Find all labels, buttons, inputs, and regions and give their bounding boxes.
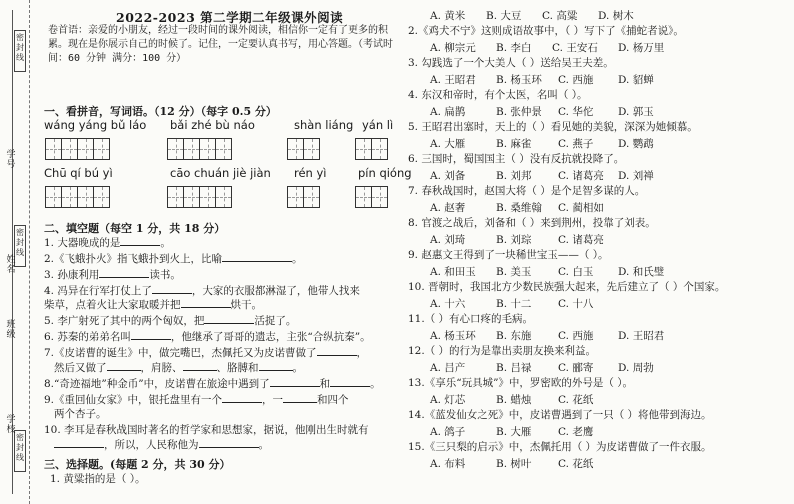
- pinyin-3: shàn liáng: [294, 118, 354, 132]
- q8-option-a[interactable]: A. 刘琦: [430, 234, 466, 246]
- choice-question-9: 9. 赵惠文王得到了一块稀世宝玉——（ ）。: [408, 249, 609, 261]
- answer-blank[interactable]: [152, 284, 192, 294]
- fill-item-9: 9.《重回仙女家》中，银托盘里有一个 ，一 和四个: [44, 394, 349, 406]
- answer-blank[interactable]: [99, 268, 149, 278]
- q4-option-a[interactable]: A. 扁鹊: [430, 106, 466, 118]
- fill-item-9b: 两个杏子。: [54, 408, 107, 420]
- answer-blank[interactable]: [199, 438, 259, 448]
- choice-question-14: 14.《蓝发仙女之死》中，皮诺曹遇到了一只（ ）将他带到海边。: [408, 409, 712, 421]
- q12-option-b[interactable]: B. 吕禄: [496, 362, 532, 374]
- fill-item-4: 4. 冯异在行军打仗上了 ，大家的衣服都淋湿了，他带人找来: [44, 285, 360, 297]
- q6-option-a[interactable]: A. 刘备: [430, 170, 466, 182]
- section-2-title: 二、填空题（每空 1 分，共 18 分）: [44, 222, 226, 235]
- q4-option-d[interactable]: D. 郭玉: [618, 106, 654, 118]
- q4-option-b[interactable]: B. 张仲景: [496, 106, 542, 118]
- fill-item-10: 10. 李耳是春秋战国时著名的哲学家和思想家，据说，他刚出生时就有: [44, 424, 369, 436]
- q14-option-b[interactable]: B. 大雁: [496, 426, 532, 438]
- q1-option-a[interactable]: A. 黄米: [430, 10, 466, 22]
- choice-question-10: 10. 晋朝时，我国北方少数民族强大起来，先后建立了（ ）个国家。: [408, 281, 726, 293]
- answer-blank[interactable]: [107, 361, 141, 371]
- answer-blank[interactable]: [259, 361, 293, 371]
- q7-option-a[interactable]: A. 赵奢: [430, 202, 466, 214]
- q7-option-c[interactable]: C. 蔺相如: [558, 202, 604, 214]
- answer-grid[interactable]: [168, 138, 232, 160]
- answer-blank[interactable]: [330, 377, 370, 387]
- q11-option-b[interactable]: B. 东施: [496, 330, 532, 342]
- q1-option-c[interactable]: C. 高粱: [542, 10, 578, 22]
- answer-blank[interactable]: [270, 377, 320, 387]
- q13-option-a[interactable]: A. 灯芯: [430, 394, 466, 406]
- choice-question-11: 11.（ ）有心口疼的毛病。: [408, 313, 534, 325]
- seal-box: 密封线: [14, 430, 26, 472]
- intro-text: 卷首语：亲爱的小朋友，经过一段时间的课外阅读，相信你一定有了更多的积累。现在是你展示自己的时候了。记住，一定要认真书写，用心答题。（考试时间：60 分钟 满分：100 分）: [48, 25, 393, 64]
- q12-option-a[interactable]: A. 吕产: [430, 362, 466, 374]
- q3-option-b[interactable]: B. 杨玉环: [496, 74, 542, 86]
- fill-item-5: 5. 李广射死了其中的两个匈奴，把 活捉了。: [44, 315, 297, 327]
- q14-option-a[interactable]: A. 鸽子: [430, 426, 466, 438]
- q11-option-d[interactable]: D. 王昭君: [618, 330, 665, 342]
- fill-item-8: 8.“奇迹福地”种金币”中，皮诺曹在旅途中遇到了 和 。: [44, 378, 381, 390]
- choice-question-6: 6. 三国时，蜀国国主（ ）没有反抗就投降了。: [408, 153, 625, 165]
- q9-option-a[interactable]: A. 和田玉: [430, 266, 476, 278]
- answer-grid[interactable]: [288, 186, 320, 208]
- answer-blank[interactable]: [181, 298, 231, 308]
- answer-blank[interactable]: [204, 314, 254, 324]
- choice-question-1: 1. 黄粱指的是（ ）。: [50, 473, 146, 485]
- q6-option-d[interactable]: D. 刘禅: [618, 170, 654, 182]
- q10-option-a[interactable]: A. 十六: [430, 298, 466, 310]
- fill-item-4b: 柴草，点着火让大家取暖并把 烘干。: [44, 299, 262, 311]
- field-label-name: 姓名: [6, 255, 16, 275]
- q7-option-b[interactable]: B. 桑维翰: [496, 202, 542, 214]
- seal-box: 密封线: [14, 30, 26, 72]
- choice-question-8: 8. 官渡之战后，刘备和（ ）来到荆州，投靠了刘表。: [408, 217, 656, 229]
- choice-question-7: 7. 春秋战国时，赵国大将（ ）是个足智多谋的人。: [408, 185, 646, 197]
- q6-option-c[interactable]: C. 诸葛亮: [558, 170, 604, 182]
- answer-grid[interactable]: [168, 186, 232, 208]
- fill-item-2: 2.《飞蛾扑火》指飞蛾扑到火上，比喻 。: [44, 253, 303, 265]
- q15-option-c[interactable]: C. 花纸: [558, 458, 594, 470]
- answer-grid[interactable]: [356, 138, 388, 160]
- answer-blank[interactable]: [183, 361, 217, 371]
- q8-option-c[interactable]: C. 诸葛亮: [558, 234, 604, 246]
- answer-grid[interactable]: [288, 138, 320, 160]
- binding-strip: [0, 0, 30, 504]
- fill-item-3: 3. 孙康利用 读书。: [44, 269, 181, 281]
- q3-option-a[interactable]: A. 王昭君: [430, 74, 476, 86]
- fill-item-7b: 然后又做了 ，肩膀、 、胳膊和 。: [54, 362, 303, 374]
- q4-option-c[interactable]: C. 华佗: [558, 106, 594, 118]
- q2-option-c[interactable]: C. 王安石: [552, 42, 598, 54]
- q8-option-b[interactable]: B. 刘琮: [496, 234, 532, 246]
- q10-option-c[interactable]: C. 十八: [558, 298, 594, 310]
- q14-option-c[interactable]: C. 老鹰: [558, 426, 594, 438]
- q9-option-c[interactable]: C. 白玉: [558, 266, 594, 278]
- fill-item-6: 6. 苏秦的弟弟名叫 ，他继承了哥哥的遗志，主张“合纵抗秦”。: [44, 331, 371, 343]
- answer-blank[interactable]: [131, 330, 171, 340]
- right-column: [408, 0, 794, 504]
- field-label-class: 班级: [6, 320, 16, 340]
- q12-option-d[interactable]: D. 周勃: [618, 362, 654, 374]
- q12-option-c[interactable]: C. 郦寄: [558, 362, 594, 374]
- seal-box: 密封线: [14, 225, 26, 267]
- choice-question-2: 2.《鸡犬不宁》这则成语故事中，（ ）写下了《捕蛇者说》。: [408, 25, 684, 37]
- section-1-title: 一、看拼音，写词语。（12 分）（每字 0.5 分）: [44, 105, 277, 118]
- q13-option-c[interactable]: C. 花纸: [558, 394, 594, 406]
- q9-option-b[interactable]: B. 美玉: [496, 266, 532, 278]
- fill-item-1: 1. 大器晚成的是 。: [44, 237, 171, 249]
- answer-blank[interactable]: [283, 393, 317, 403]
- q2-option-a[interactable]: A. 柳宗元: [430, 42, 476, 54]
- answer-grid[interactable]: [46, 186, 110, 208]
- q1-option-b[interactable]: B. 大豆: [486, 10, 522, 22]
- q3-option-c[interactable]: C. 西施: [558, 74, 594, 86]
- choice-question-5: 5. 王昭君出塞时，天上的（ ）看见她的美貌，深深为她倾慕。: [408, 121, 698, 133]
- answer-blank[interactable]: [222, 252, 292, 262]
- answer-grid[interactable]: [356, 186, 388, 208]
- q5-option-c[interactable]: C. 燕子: [558, 138, 594, 150]
- pinyin-8: pín qióng: [358, 166, 412, 180]
- choice-question-15: 15.《三只梨的启示》中，杰佩托用（ ）为皮诺曹做了一件衣服。: [408, 441, 712, 453]
- q9-option-d[interactable]: D. 和氏璧: [618, 266, 665, 278]
- q15-option-b[interactable]: B. 树叶: [496, 458, 532, 470]
- choice-question-13: 13.《享乐“玩具城”》中，罗密欧的外号是（ ）。: [408, 377, 634, 389]
- fill-item-10b: ，所以，人民称他为 。: [54, 438, 269, 452]
- section-3-title: 三、选择题。(每题 2 分，共 30 分）: [44, 458, 231, 471]
- q2-option-d[interactable]: D. 杨万里: [618, 42, 665, 54]
- answer-blank[interactable]: [120, 236, 160, 246]
- choice-question-3: 3. 勾践选了一个大美人（ ）送给吴王夫差。: [408, 57, 614, 69]
- q1-option-d[interactable]: D. 树木: [598, 10, 634, 22]
- field-label-school: 学校: [6, 415, 16, 435]
- q5-option-a[interactable]: A. 大雁: [430, 138, 466, 150]
- choice-question-4: 4. 东汉和帝时，有个太医，名叫（ ）。: [408, 89, 588, 101]
- q5-option-d[interactable]: D. 鹦鹉: [618, 138, 654, 150]
- page-title: 2022-2023 第二学期二年级课外阅读: [116, 10, 344, 25]
- q3-option-d[interactable]: D. 貂蝉: [618, 74, 654, 86]
- answer-blank[interactable]: [54, 438, 104, 448]
- q5-option-b[interactable]: B. 麻雀: [496, 138, 532, 150]
- q6-option-b[interactable]: B. 刘邦: [496, 170, 532, 182]
- pinyin-4: yán lì: [362, 118, 394, 132]
- q15-option-a[interactable]: A. 布料: [430, 458, 466, 470]
- fill-item-7: 7.《皮诺曹的诞生》中，做完嘴巴，杰佩托又为皮诺曹做了 ，: [44, 347, 368, 359]
- answer-blank[interactable]: [317, 346, 357, 356]
- field-label-student-id: 学号: [6, 150, 16, 170]
- q2-option-b[interactable]: B. 李白: [496, 42, 532, 54]
- choice-question-12: 12.（ ）的行为是靠出卖朋友换来利益。: [408, 345, 597, 357]
- answer-blank[interactable]: [222, 393, 262, 403]
- answer-grid[interactable]: [46, 138, 110, 160]
- q13-option-b[interactable]: B. 蜡烛: [496, 394, 532, 406]
- pinyin-2: bǎi zhé bù náo: [170, 118, 255, 132]
- pinyin-7: rén yì: [294, 166, 327, 180]
- q11-option-c[interactable]: C. 西施: [558, 330, 594, 342]
- pinyin-1: wáng yáng bǔ láo: [44, 118, 147, 132]
- q10-option-b[interactable]: B. 十二: [496, 298, 532, 310]
- q11-option-a[interactable]: A. 杨玉环: [430, 330, 476, 342]
- pinyin-6: cāo chuán jiè jiàn: [170, 166, 271, 180]
- pinyin-5: Chū qí bú yì: [44, 166, 113, 180]
- left-column: [36, 0, 412, 504]
